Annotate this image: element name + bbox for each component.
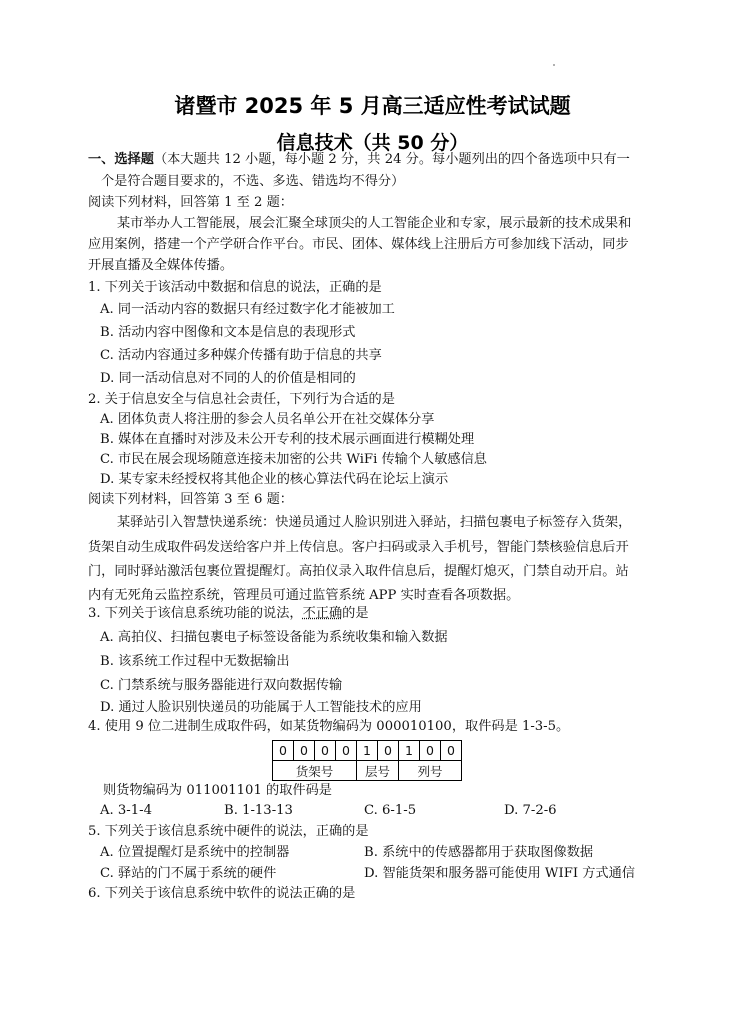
question-3-option-a: A. 高拍仪、扫描包裹电子标签设备能为系统收集和输入数据: [100, 630, 448, 645]
question-5-option-a: A. 位置提醒灯是系统中的控制器: [100, 845, 290, 860]
section-heading: 一、选择题: [88, 152, 154, 167]
passage2-line: 某驿站引入智慧快递系统：快递员通过人脸识别进入驿站，扫描包裹电子标签存入货架，: [117, 515, 632, 530]
question-5-option-d: D. 智能货架和服务器可能使用 WIFI 方式通信: [364, 866, 635, 881]
question-1-option-d: D. 同一活动信息对不同的人的价值是相同的: [100, 371, 356, 386]
question-2-option-a: A. 团体负责人将注册的参会人员名单公开在社交媒体分享: [100, 412, 435, 427]
question-1-stem: 1. 下列关于该活动中数据和信息的说法，正确的是: [88, 280, 382, 295]
question-4-option-b: B. 1-13-13: [224, 803, 293, 818]
question-4-option-c: C. 6-1-5: [364, 803, 417, 818]
section-instructions: [88, 150, 630, 170]
question-5-option-c: C. 驿站的门不属于系统的硬件: [100, 866, 277, 881]
passage2-intro: 阅读下列材料，回答第 3 至 6 题：: [88, 492, 293, 507]
question-3-option-c: C. 门禁系统与服务器能进行双向数据传输: [100, 678, 343, 693]
passage2-line: 内有无死角云监控系统，管理员可通过监管系统 APP 实时查看各项数据。: [88, 588, 520, 603]
question-6-stem: 6. 下列关于该信息系统中软件的说法正确的是: [88, 886, 356, 901]
section-instructions-line1: （本大题共 12 小题，每小题 2 分，共 24 分。每小题列出的四个备选项中只有一: [153, 152, 630, 167]
bit-cell: 0: [441, 741, 462, 761]
bit-cell: 0: [378, 741, 399, 761]
bit-cell: 0: [336, 741, 357, 761]
labels-row: [273, 761, 462, 781]
question-1-option-c: C. 活动内容通过多种媒介传播有助于信息的共享: [100, 348, 382, 363]
bit-cell: 1: [399, 741, 420, 761]
question-3-stem: [88, 604, 369, 624]
question-3-option-b: B. 该系统工作过程中无数据输出: [100, 654, 290, 669]
bits-row: [273, 741, 462, 761]
passage1-intro: 阅读下列材料，回答第 1 至 2 题：: [88, 195, 293, 210]
question-4-option-d: D. 7-2-6: [504, 803, 557, 818]
passage1-line: 开展直播及全媒体传播。: [88, 258, 234, 273]
shelf-label: 货架号: [273, 761, 357, 781]
question-4-follow: 则货物编码为 011001101 的取件码是: [103, 783, 332, 798]
question-1-option-b: B. 活动内容中图像和文本是信息的表现形式: [100, 325, 356, 340]
code-layout-table: [272, 740, 462, 781]
question-3-emphasis: 不正确: [302, 606, 343, 621]
question-2-option-c: C. 市民在展会现场随意连接未加密的公共 WiFi 传输个人敏感信息: [100, 452, 487, 467]
passage2-line: 门，同时驿站激活包裹位置提醒灯。高拍仪录入取件信息后，提醒灯熄灭，门禁自动开启。站: [88, 564, 629, 579]
question-4-stem: 4. 使用 9 位二进制生成取件码，如某货物编码为 000010100，取件码是 1-3-5。: [88, 719, 570, 734]
passage1-line: 某市举办人工智能展，展会汇聚全球顶尖的人工智能企业和专家，展示最新的技术成果和: [117, 216, 632, 231]
scan-speck: [553, 64, 555, 66]
question-5-stem: 5. 下列关于该信息系统中硬件的说法，正确的是: [88, 824, 369, 839]
layer-label: 层号: [357, 761, 399, 781]
question-3-stem-before: 3. 下列关于该信息系统功能的说法，: [88, 606, 303, 621]
bit-cell: 1: [357, 741, 378, 761]
bit-cell: 0: [294, 741, 315, 761]
question-2-stem: 2. 关于信息安全与信息社会责任，下列行为合适的是: [88, 392, 395, 407]
bit-cell: 0: [273, 741, 294, 761]
exam-title: 诸暨市 2025 年 5 月高三适应性考试试题: [174, 94, 571, 118]
question-2-option-d: D. 某专家未经授权将其他企业的核心算法代码在论坛上演示: [100, 472, 449, 487]
exam-subtitle: 信息技术（共 50 分）: [276, 132, 469, 154]
bit-cell: 0: [420, 741, 441, 761]
column-label: 列号: [399, 761, 462, 781]
question-3-stem-after: 的是: [342, 606, 369, 621]
section-instructions-line2: 个是符合题目要求的，不选、多选、错选均不得分）: [101, 174, 405, 189]
question-2-option-b: B. 媒体在直播时对涉及未公开专利的技术展示画面进行模糊处理: [100, 432, 475, 447]
passage2-line: 货架自动生成取件码发送给客户并上传信息。客户扫码或录入手机号，智能门禁核验信息后开: [88, 540, 629, 555]
passage1-line: 应用案例，搭建一个产学研合作平台。市民、团体、媒体线上注册后方可参加线下活动，同步: [88, 237, 629, 252]
question-3-option-d: D. 通过人脸识别快递员的功能属于人工智能技术的应用: [100, 700, 422, 715]
question-5-option-b: B. 系统中的传感器都用于获取图像数据: [364, 845, 594, 860]
question-4-option-a: A. 3-1-4: [100, 803, 152, 818]
question-1-option-a: A. 同一活动内容的数据只有经过数字化才能被加工: [100, 302, 395, 317]
bit-cell: 0: [315, 741, 336, 761]
